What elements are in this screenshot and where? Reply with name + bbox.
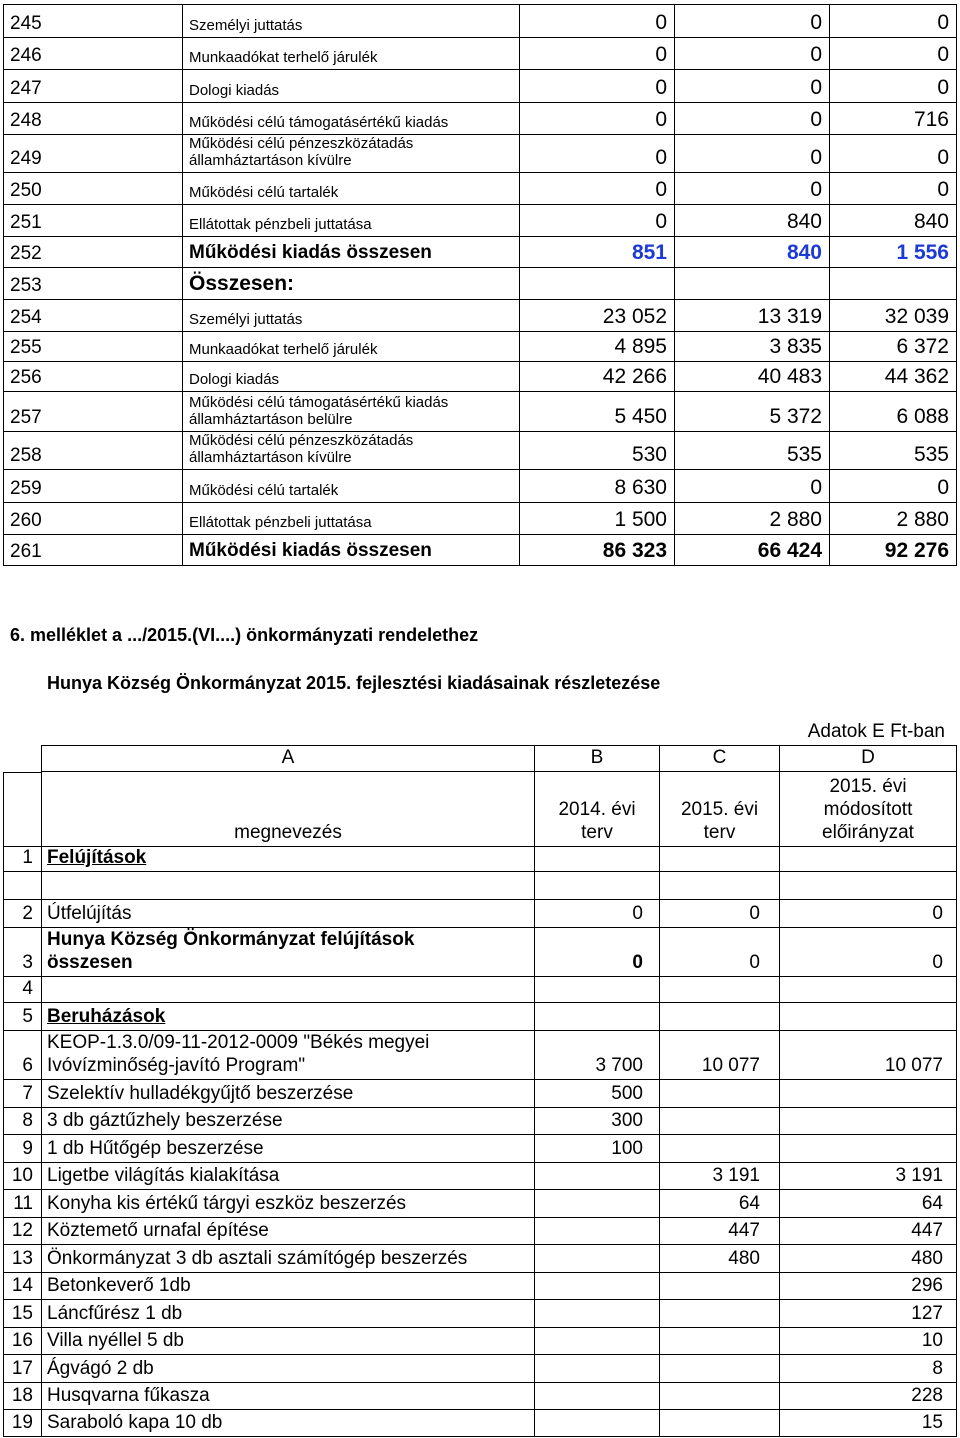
row-number: 10 (3, 1163, 42, 1190)
amount-cell: 0 (830, 5, 957, 38)
column-letter-d: D (780, 745, 957, 772)
table-row (4, 38, 957, 70)
table-row (3, 1383, 957, 1410)
column-header-2015-modified (780, 772, 957, 847)
item-name-line: Láncfűrész 1 db (47, 1303, 183, 1324)
table-row (4, 135, 957, 173)
amount-cell: 2 880 (830, 503, 957, 535)
table-row (4, 5, 957, 38)
row-number: 255 (4, 332, 183, 362)
amount-cell: 0 (520, 38, 675, 70)
plan-2015-cell (660, 1355, 780, 1383)
table-row (3, 928, 957, 977)
item-name (183, 470, 520, 503)
table-row (4, 392, 957, 432)
amount-cell: 716 (830, 103, 957, 135)
table-row (3, 1410, 957, 1437)
table-row (3, 1245, 957, 1273)
item-name (42, 1031, 535, 1080)
plan-2014-cell (535, 1003, 660, 1031)
item-name (42, 1300, 535, 1328)
item-name-line: 1 db Hűtőgép beszerzése (47, 1138, 264, 1159)
modified-2015-cell: 127 (780, 1300, 957, 1328)
plan-2015-cell (660, 1383, 780, 1410)
amount-cell: 0 (830, 470, 957, 503)
plan-2015-cell (660, 1328, 780, 1355)
plan-2015-cell: 447 (660, 1218, 780, 1245)
modified-2015-cell: 0 (780, 928, 957, 977)
amount-cell: 3 835 (675, 332, 830, 362)
header-line: terv (703, 822, 736, 843)
table-row (4, 432, 957, 470)
item-name-line: Személyi juttatás (189, 311, 303, 328)
table-row (3, 847, 957, 872)
item-name-line: Ligetbe világítás kialakítása (47, 1165, 280, 1186)
table-row (3, 872, 957, 900)
item-name (183, 70, 520, 103)
row-number: 261 (4, 535, 183, 566)
amount-cell: 2 880 (675, 503, 830, 535)
item-name (183, 173, 520, 205)
amount-cell: 0 (830, 38, 957, 70)
item-name (42, 1355, 535, 1383)
amount-cell: 6 372 (830, 332, 957, 362)
item-name-line: Dologi kiadás (189, 82, 280, 99)
plan-2014-cell: 500 (535, 1080, 660, 1108)
item-name (183, 135, 520, 173)
development-expenses-table (3, 745, 957, 1437)
operating-expenses-table (3, 4, 957, 566)
amount-cell: 840 (675, 205, 830, 237)
modified-2015-cell (780, 1080, 957, 1108)
plan-2015-cell: 480 (660, 1245, 780, 1273)
header-line: 2014. évi (558, 799, 636, 820)
plan-2014-cell (535, 1410, 660, 1437)
item-name-line: Beruházások (47, 1006, 166, 1027)
modified-2015-cell: 15 (780, 1410, 957, 1437)
amount-cell: 840 (830, 205, 957, 237)
plan-2014-cell (535, 1300, 660, 1328)
item-name-line: Felújítások (47, 847, 147, 868)
amount-cell: 0 (675, 103, 830, 135)
row-number: 3 (3, 928, 42, 977)
item-name (183, 332, 520, 362)
plan-2014-cell (535, 1245, 660, 1273)
row-number: 4 (3, 977, 42, 1003)
plan-2015-cell: 10 077 (660, 1031, 780, 1080)
header-line: előirányzat (822, 822, 914, 843)
column-letter-a: A (42, 745, 535, 772)
row-number: 2 (3, 900, 42, 928)
row-number: 247 (4, 70, 183, 103)
amount-cell: 0 (520, 205, 675, 237)
modified-2015-cell (780, 872, 957, 900)
amount-cell: 40 483 (675, 362, 830, 392)
amount-cell: 86 323 (520, 535, 675, 566)
item-name-line: összesen (47, 952, 133, 973)
amount-cell: 8 630 (520, 470, 675, 503)
item-name-line: Ellátottak pénzbeli juttatása (189, 216, 372, 233)
item-name (42, 1163, 535, 1190)
item-name-line: Konyha kis értékű tárgyi eszköz beszerzés (47, 1193, 407, 1214)
modified-2015-cell: 8 (780, 1355, 957, 1383)
amount-cell: 44 362 (830, 362, 957, 392)
amount-cell: 0 (675, 135, 830, 173)
plan-2015-cell (660, 1135, 780, 1163)
item-name-line: Dologi kiadás (189, 371, 280, 388)
item-name (183, 535, 520, 566)
item-name (183, 268, 520, 300)
row-number: 13 (3, 1245, 42, 1273)
amount-cell: 0 (520, 70, 675, 103)
amount-cell: 0 (675, 470, 830, 503)
table-row (3, 1218, 957, 1245)
item-name (42, 977, 535, 1003)
table-row (3, 1328, 957, 1355)
amount-cell: 0 (520, 173, 675, 205)
table-row (4, 535, 957, 566)
modified-2015-cell: 296 (780, 1273, 957, 1300)
amount-cell: 42 266 (520, 362, 675, 392)
table-row (3, 1163, 957, 1190)
amount-cell: 1 556 (830, 237, 957, 268)
item-name-line: Működési kiadás összesen (189, 540, 432, 561)
modified-2015-cell (780, 1003, 957, 1031)
row-number: 7 (3, 1080, 42, 1108)
amount-cell (520, 268, 675, 300)
header-line: 2015. évi (829, 776, 907, 797)
item-name (183, 205, 520, 237)
table-row (3, 1273, 957, 1300)
item-name (42, 1273, 535, 1300)
amount-cell: 0 (675, 38, 830, 70)
amount-cell: 840 (675, 237, 830, 268)
modified-2015-cell: 480 (780, 1245, 957, 1273)
item-name (42, 1080, 535, 1108)
document-title: Hunya Község Önkormányzat 2015. fejlesztési kiadásainak részletezése (47, 673, 661, 693)
item-name (42, 847, 535, 872)
amount-cell: 5 450 (520, 392, 675, 432)
amount-cell: 0 (830, 173, 957, 205)
plan-2015-cell: 0 (660, 900, 780, 928)
item-name (42, 1245, 535, 1273)
plan-2015-cell (660, 1273, 780, 1300)
row-number: 249 (4, 135, 183, 173)
table-row (4, 173, 957, 205)
row-number: 9 (3, 1135, 42, 1163)
modified-2015-cell: 10 (780, 1328, 957, 1355)
plan-2014-cell: 100 (535, 1135, 660, 1163)
plan-2015-cell (660, 1108, 780, 1135)
item-name-line: Személyi juttatás (189, 17, 303, 34)
row-number (3, 872, 42, 900)
row-number: 16 (3, 1328, 42, 1355)
item-name-line: Működési célú támogatásértékű kiadás (189, 394, 449, 411)
plan-2015-cell (660, 977, 780, 1003)
table-row (4, 300, 957, 332)
plan-2014-cell (535, 1218, 660, 1245)
plan-2014-cell: 300 (535, 1108, 660, 1135)
modified-2015-cell (780, 977, 957, 1003)
modified-2015-cell: 3 191 (780, 1163, 957, 1190)
table-row (3, 1135, 957, 1163)
amount-cell: 0 (675, 70, 830, 103)
table-row (4, 268, 957, 300)
row-number: 260 (4, 503, 183, 535)
item-name-line: államháztartáson kívülre (189, 449, 352, 466)
item-name (42, 1108, 535, 1135)
annex-title: 6. melléklet a .../2015.(VI....) önkormányzati rendelethez (10, 625, 479, 645)
plan-2015-cell (660, 1003, 780, 1031)
header-number-cell (3, 772, 42, 847)
table-row (4, 332, 957, 362)
row-number: 246 (4, 38, 183, 70)
row-number: 251 (4, 205, 183, 237)
plan-2014-cell (535, 1190, 660, 1218)
unit-note: Adatok E Ft-ban (807, 721, 945, 742)
item-name (183, 300, 520, 332)
item-name (42, 1218, 535, 1245)
item-name-line: Munkaadókat terhelő járulék (189, 341, 378, 358)
row-number: 19 (3, 1410, 42, 1437)
item-name-line: Munkaadókat terhelő járulék (189, 49, 378, 66)
row-number: 252 (4, 237, 183, 268)
plan-2015-cell: 0 (660, 928, 780, 977)
amount-cell: 1 500 (520, 503, 675, 535)
row-number: 6 (3, 1031, 42, 1080)
plan-2014-cell (535, 1328, 660, 1355)
amount-cell: 535 (830, 432, 957, 470)
table-row (3, 977, 957, 1003)
item-name (183, 432, 520, 470)
row-number: 1 (3, 847, 42, 872)
item-name (183, 5, 520, 38)
item-name-line: Husqvarna fűkasza (47, 1385, 210, 1406)
table-row (3, 1031, 957, 1080)
table-row (4, 362, 957, 392)
amount-cell: 13 319 (675, 300, 830, 332)
header-line: 2015. évi (680, 799, 759, 820)
table-row (4, 103, 957, 135)
table-row (3, 1080, 957, 1108)
amount-cell: 0 (520, 135, 675, 173)
amount-cell: 23 052 (520, 300, 675, 332)
row-number: 5 (3, 1003, 42, 1031)
modified-2015-cell: 0 (780, 900, 957, 928)
modified-2015-cell (780, 1135, 957, 1163)
item-name (42, 1383, 535, 1410)
table-row (4, 237, 957, 268)
header-line: módosított (823, 799, 913, 820)
amount-cell: 0 (520, 5, 675, 38)
table-row (3, 1108, 957, 1135)
item-name-line: 3 db gáztűzhely beszerzése (47, 1110, 283, 1131)
plan-2014-cell (535, 1273, 660, 1300)
modified-2015-cell: 64 (780, 1190, 957, 1218)
row-number: 17 (3, 1355, 42, 1383)
plan-2014-cell: 3 700 (535, 1031, 660, 1080)
amount-cell: 66 424 (675, 535, 830, 566)
amount-cell: 4 895 (520, 332, 675, 362)
item-name (183, 503, 520, 535)
item-name (183, 103, 520, 135)
amount-cell: 0 (830, 70, 957, 103)
item-name (42, 928, 535, 977)
row-number: 257 (4, 392, 183, 432)
amount-cell: 530 (520, 432, 675, 470)
table-row (4, 470, 957, 503)
plan-2015-cell (660, 1410, 780, 1437)
item-name (42, 1328, 535, 1355)
column-header-2014-plan (535, 772, 660, 847)
item-name-line: Útfelújítás (47, 903, 132, 924)
row-number: 8 (3, 1108, 42, 1135)
item-name (42, 872, 535, 900)
column-letter-c: C (660, 745, 780, 772)
modified-2015-cell (780, 1108, 957, 1135)
column-header-row (3, 772, 957, 847)
item-name-line: Működési célú tartalék (189, 482, 339, 499)
item-name-line: Önkormányzat 3 db asztali számítógép beszerzés (47, 1248, 468, 1269)
item-name (183, 362, 520, 392)
item-name-line: Működési célú pénzeszközátadás (189, 432, 414, 449)
table-row (3, 1355, 957, 1383)
column-letter-row (3, 745, 957, 772)
table-row (3, 1300, 957, 1328)
modified-2015-cell (780, 847, 957, 872)
row-number: 259 (4, 470, 183, 503)
item-name-line: KEOP-1.3.0/09-11-2012-0009 "Békés megyei (47, 1032, 430, 1053)
row-number: 256 (4, 362, 183, 392)
item-name-line: Működési kiadás összesen (189, 242, 432, 263)
row-number: 254 (4, 300, 183, 332)
amount-cell: 0 (675, 5, 830, 38)
item-name-line: Ágvágó 2 db (47, 1358, 154, 1379)
item-name-line: Ellátottak pénzbeli juttatása (189, 514, 372, 531)
amount-cell (830, 268, 957, 300)
plan-2014-cell (535, 1383, 660, 1410)
item-name (42, 1410, 535, 1437)
item-name (183, 237, 520, 268)
plan-2015-cell (660, 847, 780, 872)
plan-2014-cell (535, 847, 660, 872)
item-name (183, 392, 520, 432)
row-number: 14 (3, 1273, 42, 1300)
table-row (4, 70, 957, 103)
plan-2015-cell: 3 191 (660, 1163, 780, 1190)
modified-2015-cell: 10 077 (780, 1031, 957, 1080)
row-number: 250 (4, 173, 183, 205)
item-name-line: Hunya Község Önkormányzat felújítások (47, 929, 415, 950)
table-row (4, 503, 957, 535)
plan-2014-cell (535, 977, 660, 1003)
corner-cell (3, 745, 42, 772)
row-number: 258 (4, 432, 183, 470)
amount-cell: 6 088 (830, 392, 957, 432)
item-name-line: Összesen: (189, 272, 295, 295)
amount-cell: 5 372 (675, 392, 830, 432)
item-name (42, 900, 535, 928)
plan-2014-cell: 0 (535, 900, 660, 928)
row-number: 248 (4, 103, 183, 135)
column-header-name: megnevezés (42, 772, 535, 847)
amount-cell: 32 039 (830, 300, 957, 332)
item-name-line: Betonkeverő 1db (47, 1275, 191, 1296)
plan-2014-cell (535, 1163, 660, 1190)
amount-cell: 851 (520, 237, 675, 268)
plan-2014-cell (535, 872, 660, 900)
modified-2015-cell: 228 (780, 1383, 957, 1410)
item-name-line: államháztartáson kívülre (189, 152, 352, 169)
column-header-2015-plan (660, 772, 780, 847)
table-row (3, 1190, 957, 1218)
item-name-line: államháztartáson belülre (189, 411, 353, 428)
item-name (42, 1135, 535, 1163)
plan-2015-cell: 64 (660, 1190, 780, 1218)
amount-cell: 92 276 (830, 535, 957, 566)
amount-cell (675, 268, 830, 300)
plan-2014-cell (535, 1355, 660, 1383)
column-letter-b: B (535, 745, 660, 772)
row-number: 18 (3, 1383, 42, 1410)
plan-2015-cell (660, 872, 780, 900)
row-number: 11 (3, 1190, 42, 1218)
amount-cell: 0 (675, 173, 830, 205)
modified-2015-cell: 447 (780, 1218, 957, 1245)
item-name-line: Működési célú támogatásértékű kiadás (189, 114, 449, 131)
item-name-line: Villa nyéllel 5 db (47, 1330, 184, 1351)
row-number: 245 (4, 5, 183, 38)
plan-2014-cell: 0 (535, 928, 660, 977)
item-name (42, 1190, 535, 1218)
amount-cell: 535 (675, 432, 830, 470)
amount-cell: 0 (830, 135, 957, 173)
plan-2015-cell (660, 1080, 780, 1108)
table-row (3, 900, 957, 928)
item-name-line: Szelektív hulladékgyűjtő beszerzése (47, 1083, 354, 1104)
item-name-line: Saraboló kapa 10 db (47, 1412, 223, 1433)
table-row (3, 1003, 957, 1031)
item-name-line: Ivóvízminőség-javító Program" (47, 1055, 306, 1076)
row-number: 12 (3, 1218, 42, 1245)
amount-cell: 0 (520, 103, 675, 135)
item-name (183, 38, 520, 70)
item-name-line: Működési célú pénzeszközátadás (189, 135, 414, 152)
row-number: 253 (4, 268, 183, 300)
item-name-line: Köztemető urnafal építése (47, 1220, 269, 1241)
header-line: terv (581, 822, 613, 843)
item-name-line: Működési célú tartalék (189, 184, 339, 201)
row-number: 15 (3, 1300, 42, 1328)
table-row (4, 205, 957, 237)
plan-2015-cell (660, 1300, 780, 1328)
item-name (42, 1003, 535, 1031)
